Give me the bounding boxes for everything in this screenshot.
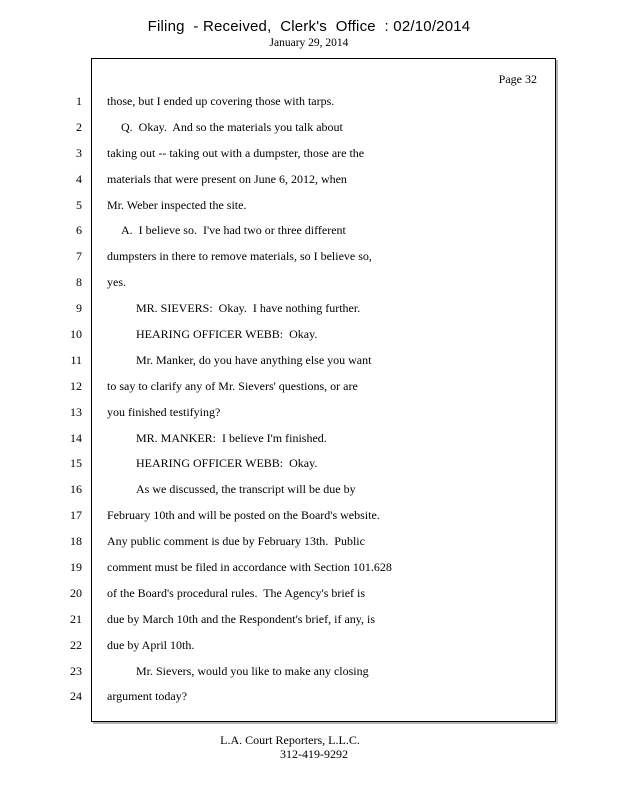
transcript-line [0,193,618,219]
line-text: HEARING OFFICER WEBB: Okay. [136,456,318,471]
transcript-line [0,400,618,426]
line-number: 24 [70,689,82,704]
transcript-line [0,529,618,555]
line-number: 20 [70,585,82,600]
transcript-line [0,296,618,322]
line-text: you finished testifying? [107,404,221,419]
line-text: materials that were present on June 6, 2012, when [107,171,347,186]
transcript-line [0,89,618,115]
transcript-line [0,659,618,685]
line-text: due by April 10th. [107,637,195,652]
line-text: those, but I ended up covering those with tarps. [107,94,335,108]
line-number: 22 [70,637,82,652]
line-number: 2 [76,119,82,134]
transcript-line [0,374,618,400]
line-text: Mr. Manker, do you have anything else you want [136,352,372,367]
line-text: due by March 10th and the Respondent's brief, if any, is [107,611,375,626]
transcript-line [0,607,618,633]
transcript-line [0,477,618,503]
transcript-line [0,684,618,710]
transcript-line [0,633,618,659]
line-number: 11 [70,352,82,367]
transcript-line [0,167,618,193]
transcript-line [0,348,618,374]
line-number: 9 [76,301,82,316]
line-number: 4 [76,171,82,186]
line-text: Mr. Sievers, would you like to make any closing [136,663,369,678]
transcript-line [0,451,618,477]
line-text: yes. [107,275,126,290]
line-number: 10 [70,327,82,342]
line-text: HEARING OFFICER WEBB: Okay. [136,327,318,342]
line-number: 14 [70,430,82,445]
line-text: of the Board's procedural rules. The Agency's brief is [107,585,366,600]
court-reporter-phone: 312-419-9292 [280,747,348,761]
transcript-line [0,218,618,244]
transcript-line [0,581,618,607]
line-number: 13 [70,404,82,419]
line-number: 1 [76,94,82,108]
line-text: A. I believe so. I've had two or three different [121,223,346,238]
line-text: Any public comment is due by February 13th. Public [107,534,365,549]
court-reporter-name: L.A. Court Reporters, L.L.C. [220,733,360,747]
line-text: comment must be filed in accordance with Section 101.628 [107,560,392,575]
line-text: MR. MANKER: I believe I'm finished. [136,430,327,445]
transcript-line [0,270,618,296]
line-number: 16 [70,482,82,497]
transcript-line [0,426,618,452]
line-number: 18 [70,534,82,549]
line-text: Mr. Weber inspected the site. [107,197,247,212]
page-number: Page 32 [498,72,537,86]
transcript-line [0,322,618,348]
filing-stamp: Filing - Received, Clerk's Office : 02/10/2014 [147,18,471,35]
transcript-line [0,555,618,581]
line-number: 15 [70,456,82,471]
line-text: taking out -- taking out with a dumpster, those are the [107,145,365,160]
line-number: 17 [70,508,82,523]
line-number: 21 [70,611,82,626]
line-text: argument today? [107,689,188,704]
line-number: 6 [76,223,82,238]
line-text: February 10th and will be posted on the Board's website. [107,508,380,523]
line-text: Q. Okay. And so the materials you talk about [121,119,343,134]
line-number: 7 [76,249,82,264]
transcript-line [0,503,618,529]
transcript-line [0,141,618,167]
line-number: 23 [70,663,82,678]
transcript-lines [0,89,618,710]
line-text: dumpsters in there to remove materials, so I believe so, [107,249,372,264]
line-number: 5 [76,197,82,212]
line-text: As we discussed, the transcript will be due by [136,482,356,497]
transcript-date: January 29, 2014 [269,37,349,49]
line-number: 19 [70,560,82,575]
line-number: 12 [70,378,82,393]
line-number: 3 [76,145,82,160]
transcript-line [0,244,618,270]
line-text: to say to clarify any of Mr. Sievers' questions, or are [107,378,358,393]
line-text: MR. SIEVERS: Okay. I have nothing further. [136,301,361,316]
line-number: 8 [76,275,82,290]
transcript-line [0,115,618,141]
